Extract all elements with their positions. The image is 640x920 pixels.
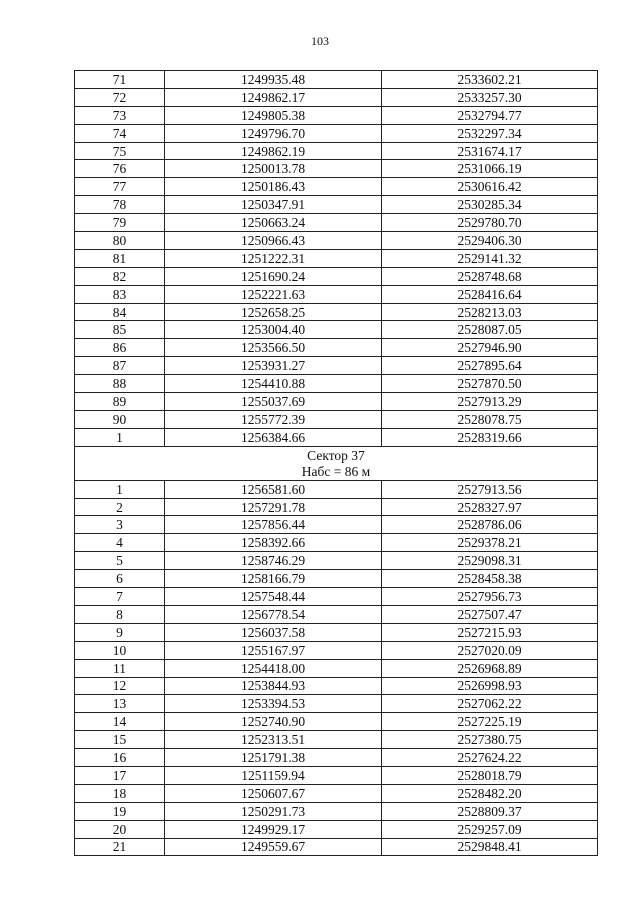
x-coordinate-cell: 1251159.94 bbox=[165, 766, 382, 784]
x-coordinate-cell: 1251690.24 bbox=[165, 267, 382, 285]
table-body-after bbox=[75, 480, 598, 856]
x-coordinate-cell: 1257291.78 bbox=[165, 498, 382, 516]
x-coordinate-cell: 1253394.53 bbox=[165, 695, 382, 713]
point-number-cell: 1 bbox=[75, 480, 165, 498]
table-row bbox=[75, 71, 598, 89]
y-coordinate-cell: 2527895.64 bbox=[382, 357, 598, 375]
x-coordinate-cell: 1256581.60 bbox=[165, 480, 382, 498]
table-row bbox=[75, 570, 598, 588]
y-coordinate-cell: 2527956.73 bbox=[382, 588, 598, 606]
y-coordinate-cell: 2530616.42 bbox=[382, 178, 598, 196]
point-number-cell: 88 bbox=[75, 375, 165, 393]
point-number-cell: 76 bbox=[75, 160, 165, 178]
table-row bbox=[75, 552, 598, 570]
y-coordinate-cell: 2528078.75 bbox=[382, 410, 598, 428]
y-coordinate-cell: 2527913.56 bbox=[382, 480, 598, 498]
point-number-cell: 89 bbox=[75, 393, 165, 411]
table-row bbox=[75, 142, 598, 160]
point-number-cell: 6 bbox=[75, 570, 165, 588]
table-row bbox=[75, 285, 598, 303]
x-coordinate-cell: 1249862.19 bbox=[165, 142, 382, 160]
point-number-cell: 86 bbox=[75, 339, 165, 357]
x-coordinate-cell: 1252313.51 bbox=[165, 731, 382, 749]
table-row bbox=[75, 428, 598, 446]
table-row bbox=[75, 731, 598, 749]
x-coordinate-cell: 1258392.66 bbox=[165, 534, 382, 552]
table-row bbox=[75, 480, 598, 498]
table-row bbox=[75, 321, 598, 339]
x-coordinate-cell: 1253931.27 bbox=[165, 357, 382, 375]
x-coordinate-cell: 1258166.79 bbox=[165, 570, 382, 588]
x-coordinate-cell: 1256037.58 bbox=[165, 623, 382, 641]
sector-title: Сектор 37 bbox=[307, 447, 365, 463]
y-coordinate-cell: 2529406.30 bbox=[382, 232, 598, 250]
y-coordinate-cell: 2527946.90 bbox=[382, 339, 598, 357]
point-number-cell: 5 bbox=[75, 552, 165, 570]
x-coordinate-cell: 1251791.38 bbox=[165, 749, 382, 767]
y-coordinate-cell: 2529098.31 bbox=[382, 552, 598, 570]
table-row bbox=[75, 766, 598, 784]
x-coordinate-cell: 1249805.38 bbox=[165, 106, 382, 124]
table-row bbox=[75, 88, 598, 106]
table-row bbox=[75, 516, 598, 534]
x-coordinate-cell: 1250186.43 bbox=[165, 178, 382, 196]
y-coordinate-cell: 2528327.97 bbox=[382, 498, 598, 516]
x-coordinate-cell: 1252221.63 bbox=[165, 285, 382, 303]
sector-height: Набс = 86 м bbox=[301, 463, 371, 479]
y-coordinate-cell: 2530285.34 bbox=[382, 196, 598, 214]
y-coordinate-cell: 2528809.37 bbox=[382, 802, 598, 820]
table-row bbox=[75, 498, 598, 516]
sector-row bbox=[75, 446, 598, 480]
x-coordinate-cell: 1250347.91 bbox=[165, 196, 382, 214]
y-coordinate-cell: 2528018.79 bbox=[382, 766, 598, 784]
point-number-cell: 16 bbox=[75, 749, 165, 767]
table-row bbox=[75, 641, 598, 659]
point-number-cell: 84 bbox=[75, 303, 165, 321]
table-row bbox=[75, 534, 598, 552]
point-number-cell: 14 bbox=[75, 713, 165, 731]
page-number: 103 bbox=[311, 34, 329, 48]
x-coordinate-cell: 1254410.88 bbox=[165, 375, 382, 393]
y-coordinate-cell: 2528416.64 bbox=[382, 285, 598, 303]
point-number-cell: 80 bbox=[75, 232, 165, 250]
table-row bbox=[75, 838, 598, 856]
point-number-cell: 81 bbox=[75, 249, 165, 267]
table-row bbox=[75, 623, 598, 641]
y-coordinate-cell: 2532297.34 bbox=[382, 124, 598, 142]
point-number-cell: 18 bbox=[75, 784, 165, 802]
x-coordinate-cell: 1250966.43 bbox=[165, 232, 382, 250]
x-coordinate-cell: 1255037.69 bbox=[165, 393, 382, 411]
table-row bbox=[75, 178, 598, 196]
x-coordinate-cell: 1250291.73 bbox=[165, 802, 382, 820]
table-row bbox=[75, 232, 598, 250]
x-coordinate-cell: 1249935.48 bbox=[165, 71, 382, 89]
y-coordinate-cell: 2529780.70 bbox=[382, 214, 598, 232]
y-coordinate-cell: 2527225.19 bbox=[382, 713, 598, 731]
point-number-cell: 71 bbox=[75, 71, 165, 89]
table-row bbox=[75, 357, 598, 375]
y-coordinate-cell: 2527913.29 bbox=[382, 393, 598, 411]
point-number-cell: 12 bbox=[75, 677, 165, 695]
point-number-cell: 7 bbox=[75, 588, 165, 606]
table-row bbox=[75, 802, 598, 820]
point-number-cell: 90 bbox=[75, 410, 165, 428]
x-coordinate-cell: 1250663.24 bbox=[165, 214, 382, 232]
x-coordinate-cell: 1251222.31 bbox=[165, 249, 382, 267]
x-coordinate-cell: 1249559.67 bbox=[165, 838, 382, 856]
point-number-cell: 74 bbox=[75, 124, 165, 142]
point-number-cell: 79 bbox=[75, 214, 165, 232]
point-number-cell: 82 bbox=[75, 267, 165, 285]
point-number-cell: 17 bbox=[75, 766, 165, 784]
x-coordinate-cell: 1250013.78 bbox=[165, 160, 382, 178]
y-coordinate-cell: 2527020.09 bbox=[382, 641, 598, 659]
table-row bbox=[75, 303, 598, 321]
y-coordinate-cell: 2527507.47 bbox=[382, 605, 598, 623]
x-coordinate-cell: 1258746.29 bbox=[165, 552, 382, 570]
x-coordinate-cell: 1252658.25 bbox=[165, 303, 382, 321]
y-coordinate-cell: 2533257.30 bbox=[382, 88, 598, 106]
table-row bbox=[75, 106, 598, 124]
point-number-cell: 15 bbox=[75, 731, 165, 749]
y-coordinate-cell: 2533602.21 bbox=[382, 71, 598, 89]
point-number-cell: 1 bbox=[75, 428, 165, 446]
point-number-cell: 78 bbox=[75, 196, 165, 214]
y-coordinate-cell: 2526998.93 bbox=[382, 677, 598, 695]
x-coordinate-cell: 1249796.70 bbox=[165, 124, 382, 142]
y-coordinate-cell: 2527870.50 bbox=[382, 375, 598, 393]
table-row bbox=[75, 249, 598, 267]
y-coordinate-cell: 2527380.75 bbox=[382, 731, 598, 749]
point-number-cell: 9 bbox=[75, 623, 165, 641]
point-number-cell: 11 bbox=[75, 659, 165, 677]
point-number-cell: 72 bbox=[75, 88, 165, 106]
point-number-cell: 21 bbox=[75, 838, 165, 856]
table-row bbox=[75, 124, 598, 142]
point-number-cell: 19 bbox=[75, 802, 165, 820]
point-number-cell: 87 bbox=[75, 357, 165, 375]
table-row bbox=[75, 713, 598, 731]
y-coordinate-cell: 2529848.41 bbox=[382, 838, 598, 856]
x-coordinate-cell: 1249862.17 bbox=[165, 88, 382, 106]
y-coordinate-cell: 2526968.89 bbox=[382, 659, 598, 677]
x-coordinate-cell: 1253004.40 bbox=[165, 321, 382, 339]
y-coordinate-cell: 2527215.93 bbox=[382, 623, 598, 641]
table-row bbox=[75, 267, 598, 285]
table-row bbox=[75, 410, 598, 428]
point-number-cell: 10 bbox=[75, 641, 165, 659]
y-coordinate-cell: 2529378.21 bbox=[382, 534, 598, 552]
table-row bbox=[75, 784, 598, 802]
x-coordinate-cell: 1257548.44 bbox=[165, 588, 382, 606]
table-row bbox=[75, 695, 598, 713]
y-coordinate-cell: 2529141.32 bbox=[382, 249, 598, 267]
point-number-cell: 73 bbox=[75, 106, 165, 124]
y-coordinate-cell: 2527624.22 bbox=[382, 749, 598, 767]
table-row bbox=[75, 160, 598, 178]
y-coordinate-cell: 2528458.38 bbox=[382, 570, 598, 588]
point-number-cell: 20 bbox=[75, 820, 165, 838]
table-row bbox=[75, 677, 598, 695]
point-number-cell: 83 bbox=[75, 285, 165, 303]
x-coordinate-cell: 1255167.97 bbox=[165, 641, 382, 659]
point-number-cell: 2 bbox=[75, 498, 165, 516]
table-row bbox=[75, 820, 598, 838]
table-row bbox=[75, 214, 598, 232]
table-row bbox=[75, 605, 598, 623]
x-coordinate-cell: 1256778.54 bbox=[165, 605, 382, 623]
point-number-cell: 8 bbox=[75, 605, 165, 623]
y-coordinate-cell: 2528087.05 bbox=[382, 321, 598, 339]
y-coordinate-cell: 2531066.19 bbox=[382, 160, 598, 178]
x-coordinate-cell: 1254418.00 bbox=[165, 659, 382, 677]
y-coordinate-cell: 2527062.22 bbox=[382, 695, 598, 713]
y-coordinate-cell: 2528748.68 bbox=[382, 267, 598, 285]
table-row bbox=[75, 393, 598, 411]
x-coordinate-cell: 1256384.66 bbox=[165, 428, 382, 446]
y-coordinate-cell: 2529257.09 bbox=[382, 820, 598, 838]
y-coordinate-cell: 2528786.06 bbox=[382, 516, 598, 534]
coordinates-table bbox=[74, 70, 598, 856]
sector-header bbox=[75, 446, 598, 480]
table-row bbox=[75, 375, 598, 393]
table-row bbox=[75, 339, 598, 357]
point-number-cell: 85 bbox=[75, 321, 165, 339]
sector-cell bbox=[75, 446, 598, 480]
point-number-cell: 77 bbox=[75, 178, 165, 196]
point-number-cell: 3 bbox=[75, 516, 165, 534]
point-number-cell: 13 bbox=[75, 695, 165, 713]
table-row bbox=[75, 196, 598, 214]
y-coordinate-cell: 2531674.17 bbox=[382, 142, 598, 160]
point-number-cell: 4 bbox=[75, 534, 165, 552]
table-row bbox=[75, 659, 598, 677]
x-coordinate-cell: 1255772.39 bbox=[165, 410, 382, 428]
table-row bbox=[75, 588, 598, 606]
x-coordinate-cell: 1253566.50 bbox=[165, 339, 382, 357]
y-coordinate-cell: 2528319.66 bbox=[382, 428, 598, 446]
point-number-cell: 75 bbox=[75, 142, 165, 160]
y-coordinate-cell: 2532794.77 bbox=[382, 106, 598, 124]
table-body-before bbox=[75, 71, 598, 447]
y-coordinate-cell: 2528482.20 bbox=[382, 784, 598, 802]
x-coordinate-cell: 1249929.17 bbox=[165, 820, 382, 838]
x-coordinate-cell: 1252740.90 bbox=[165, 713, 382, 731]
table-row bbox=[75, 749, 598, 767]
x-coordinate-cell: 1257856.44 bbox=[165, 516, 382, 534]
x-coordinate-cell: 1250607.67 bbox=[165, 784, 382, 802]
x-coordinate-cell: 1253844.93 bbox=[165, 677, 382, 695]
y-coordinate-cell: 2528213.03 bbox=[382, 303, 598, 321]
